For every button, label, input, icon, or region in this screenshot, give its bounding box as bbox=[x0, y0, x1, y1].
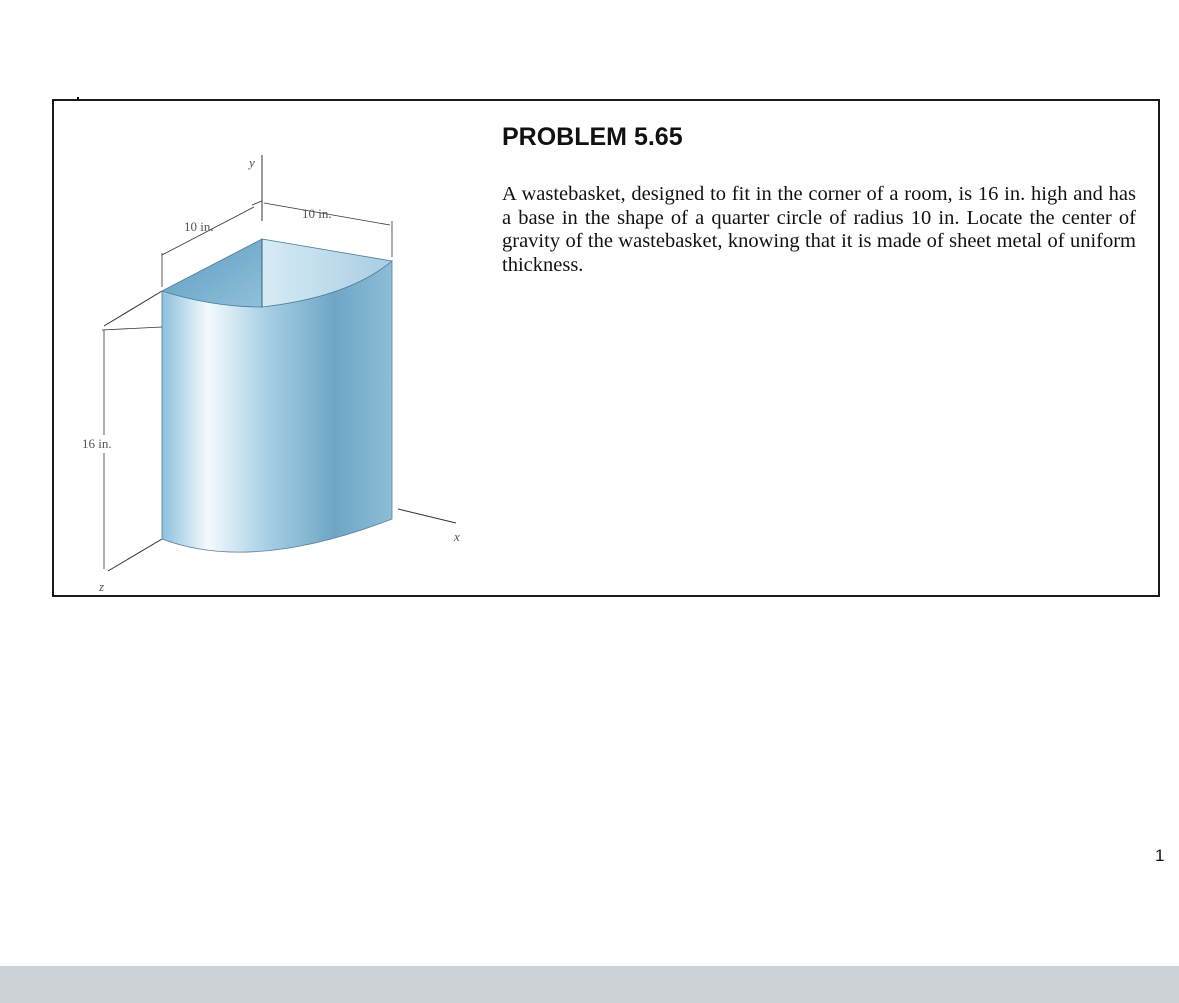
problem-box bbox=[52, 99, 1160, 597]
x-axis-label: x bbox=[454, 529, 460, 544]
dim-label-left: 10 in. bbox=[184, 219, 214, 234]
dim-label-height: 16 in. bbox=[82, 436, 112, 451]
x-axis-line bbox=[398, 509, 456, 523]
dim-label-top: 10 in. bbox=[302, 206, 332, 221]
problem-statement: A wastebasket, designed to fit in the corner of a room, is 16 in. high and has a base in the shape of a quarter circle of radius 10 in. Locate the center of gravity of the wastebasket, knowing that it is made of sheet metal of uniform thickness. bbox=[502, 183, 1136, 276]
y-axis-label: y bbox=[249, 155, 255, 170]
wastebasket-figure bbox=[74, 121, 494, 591]
z-axis-upper bbox=[104, 291, 162, 326]
bottom-bar bbox=[0, 966, 1179, 1003]
page-number: 1 bbox=[1155, 846, 1165, 865]
z-axis-line bbox=[108, 539, 162, 571]
problem-title: PROBLEM 5.65 bbox=[502, 123, 683, 151]
wastebasket-drawing bbox=[74, 121, 494, 591]
z-axis-label: z bbox=[99, 579, 105, 591]
